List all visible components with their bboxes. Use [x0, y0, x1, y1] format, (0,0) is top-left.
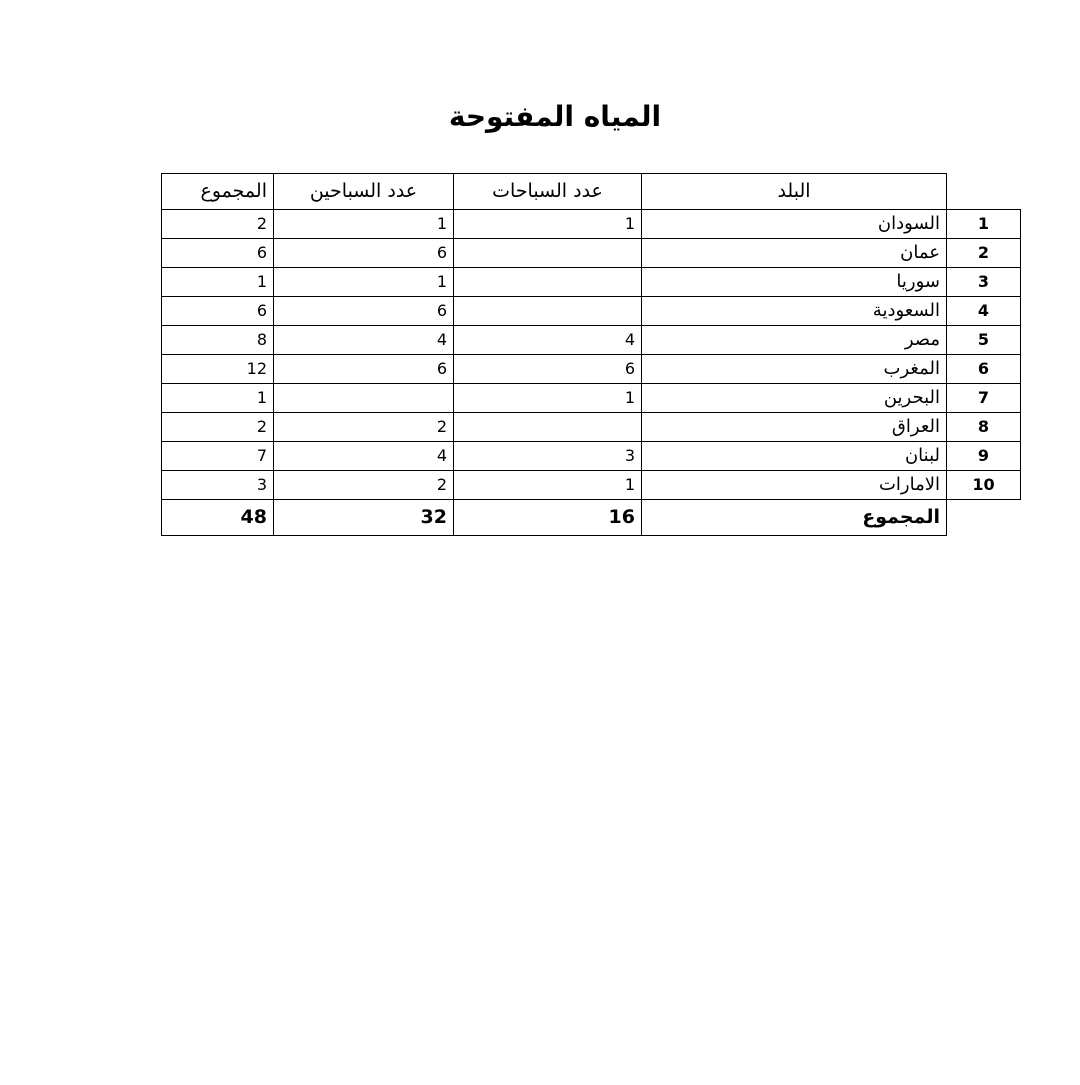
- cell-swimmers: 1: [274, 268, 454, 297]
- cell-swimmers: [274, 384, 454, 413]
- cell-country: السعودية: [642, 297, 947, 326]
- cell-total: 1: [162, 268, 274, 297]
- cell-swimmers: 2: [274, 413, 454, 442]
- cell-total: 12: [162, 355, 274, 384]
- cell-total: 2: [162, 413, 274, 442]
- cell-total: 3: [162, 471, 274, 500]
- table-row: [162, 471, 1021, 500]
- cell-pools: 1: [454, 210, 642, 239]
- table-row: [162, 297, 1021, 326]
- cell-country: الامارات: [642, 471, 947, 500]
- cell-pools: 4: [454, 326, 642, 355]
- cell-country: السودان: [642, 210, 947, 239]
- header-row: [162, 174, 1021, 210]
- total-swimmers: 32: [274, 500, 454, 536]
- cell-pools: 1: [454, 384, 642, 413]
- table-row: [162, 326, 1021, 355]
- table-row: [162, 239, 1021, 268]
- cell-country: العراق: [642, 413, 947, 442]
- cell-country: لبنان: [642, 442, 947, 471]
- cell-country: عمان: [642, 239, 947, 268]
- header-swimmers: عدد السباحين: [274, 174, 454, 210]
- totals-row: [162, 500, 1021, 536]
- cell-row-number: 9: [947, 442, 1021, 471]
- cell-total: 6: [162, 297, 274, 326]
- cell-total: 7: [162, 442, 274, 471]
- cell-total: 2: [162, 210, 274, 239]
- cell-pools: [454, 268, 642, 297]
- cell-total: 8: [162, 326, 274, 355]
- header-total: المجموع: [162, 174, 274, 210]
- cell-pools: [454, 239, 642, 268]
- cell-pools: [454, 297, 642, 326]
- cell-swimmers: 6: [274, 239, 454, 268]
- table-row: [162, 210, 1021, 239]
- cell-row-number: 5: [947, 326, 1021, 355]
- cell-row-number: 2: [947, 239, 1021, 268]
- cell-row-number: 7: [947, 384, 1021, 413]
- cell-country: سوريا: [642, 268, 947, 297]
- cell-swimmers: 6: [274, 297, 454, 326]
- cell-swimmers: 4: [274, 442, 454, 471]
- header-country: البلد: [642, 174, 947, 210]
- cell-country: المغرب: [642, 355, 947, 384]
- cell-swimmers: 1: [274, 210, 454, 239]
- cell-row-number: 6: [947, 355, 1021, 384]
- table-row: [162, 413, 1021, 442]
- cell-pools: 6: [454, 355, 642, 384]
- grand-total: 48: [162, 500, 274, 536]
- page-title: المياه المفتوحة: [448, 100, 662, 133]
- header-blank: [947, 174, 1021, 210]
- table-row: [162, 268, 1021, 297]
- cell-pools: 1: [454, 471, 642, 500]
- cell-total: 1: [162, 384, 274, 413]
- cell-swimmers: 6: [274, 355, 454, 384]
- header-pools: عدد السباحات: [454, 174, 642, 210]
- cell-swimmers: 2: [274, 471, 454, 500]
- cell-country: مصر: [642, 326, 947, 355]
- cell-row-number: 3: [947, 268, 1021, 297]
- cell-row-number: 8: [947, 413, 1021, 442]
- totals-label: المجموع: [642, 500, 947, 536]
- cell-pools: [454, 413, 642, 442]
- cell-swimmers: 4: [274, 326, 454, 355]
- cell-row-number: 10: [947, 471, 1021, 500]
- totals-blank: [947, 500, 1021, 536]
- cell-row-number: 4: [947, 297, 1021, 326]
- cell-pools: 3: [454, 442, 642, 471]
- table-row: [162, 384, 1021, 413]
- results-table: [161, 173, 1021, 536]
- cell-row-number: 1: [947, 210, 1021, 239]
- table-row: [162, 355, 1021, 384]
- total-pools: 16: [454, 500, 642, 536]
- cell-total: 6: [162, 239, 274, 268]
- cell-country: البحرين: [642, 384, 947, 413]
- table-row: [162, 442, 1021, 471]
